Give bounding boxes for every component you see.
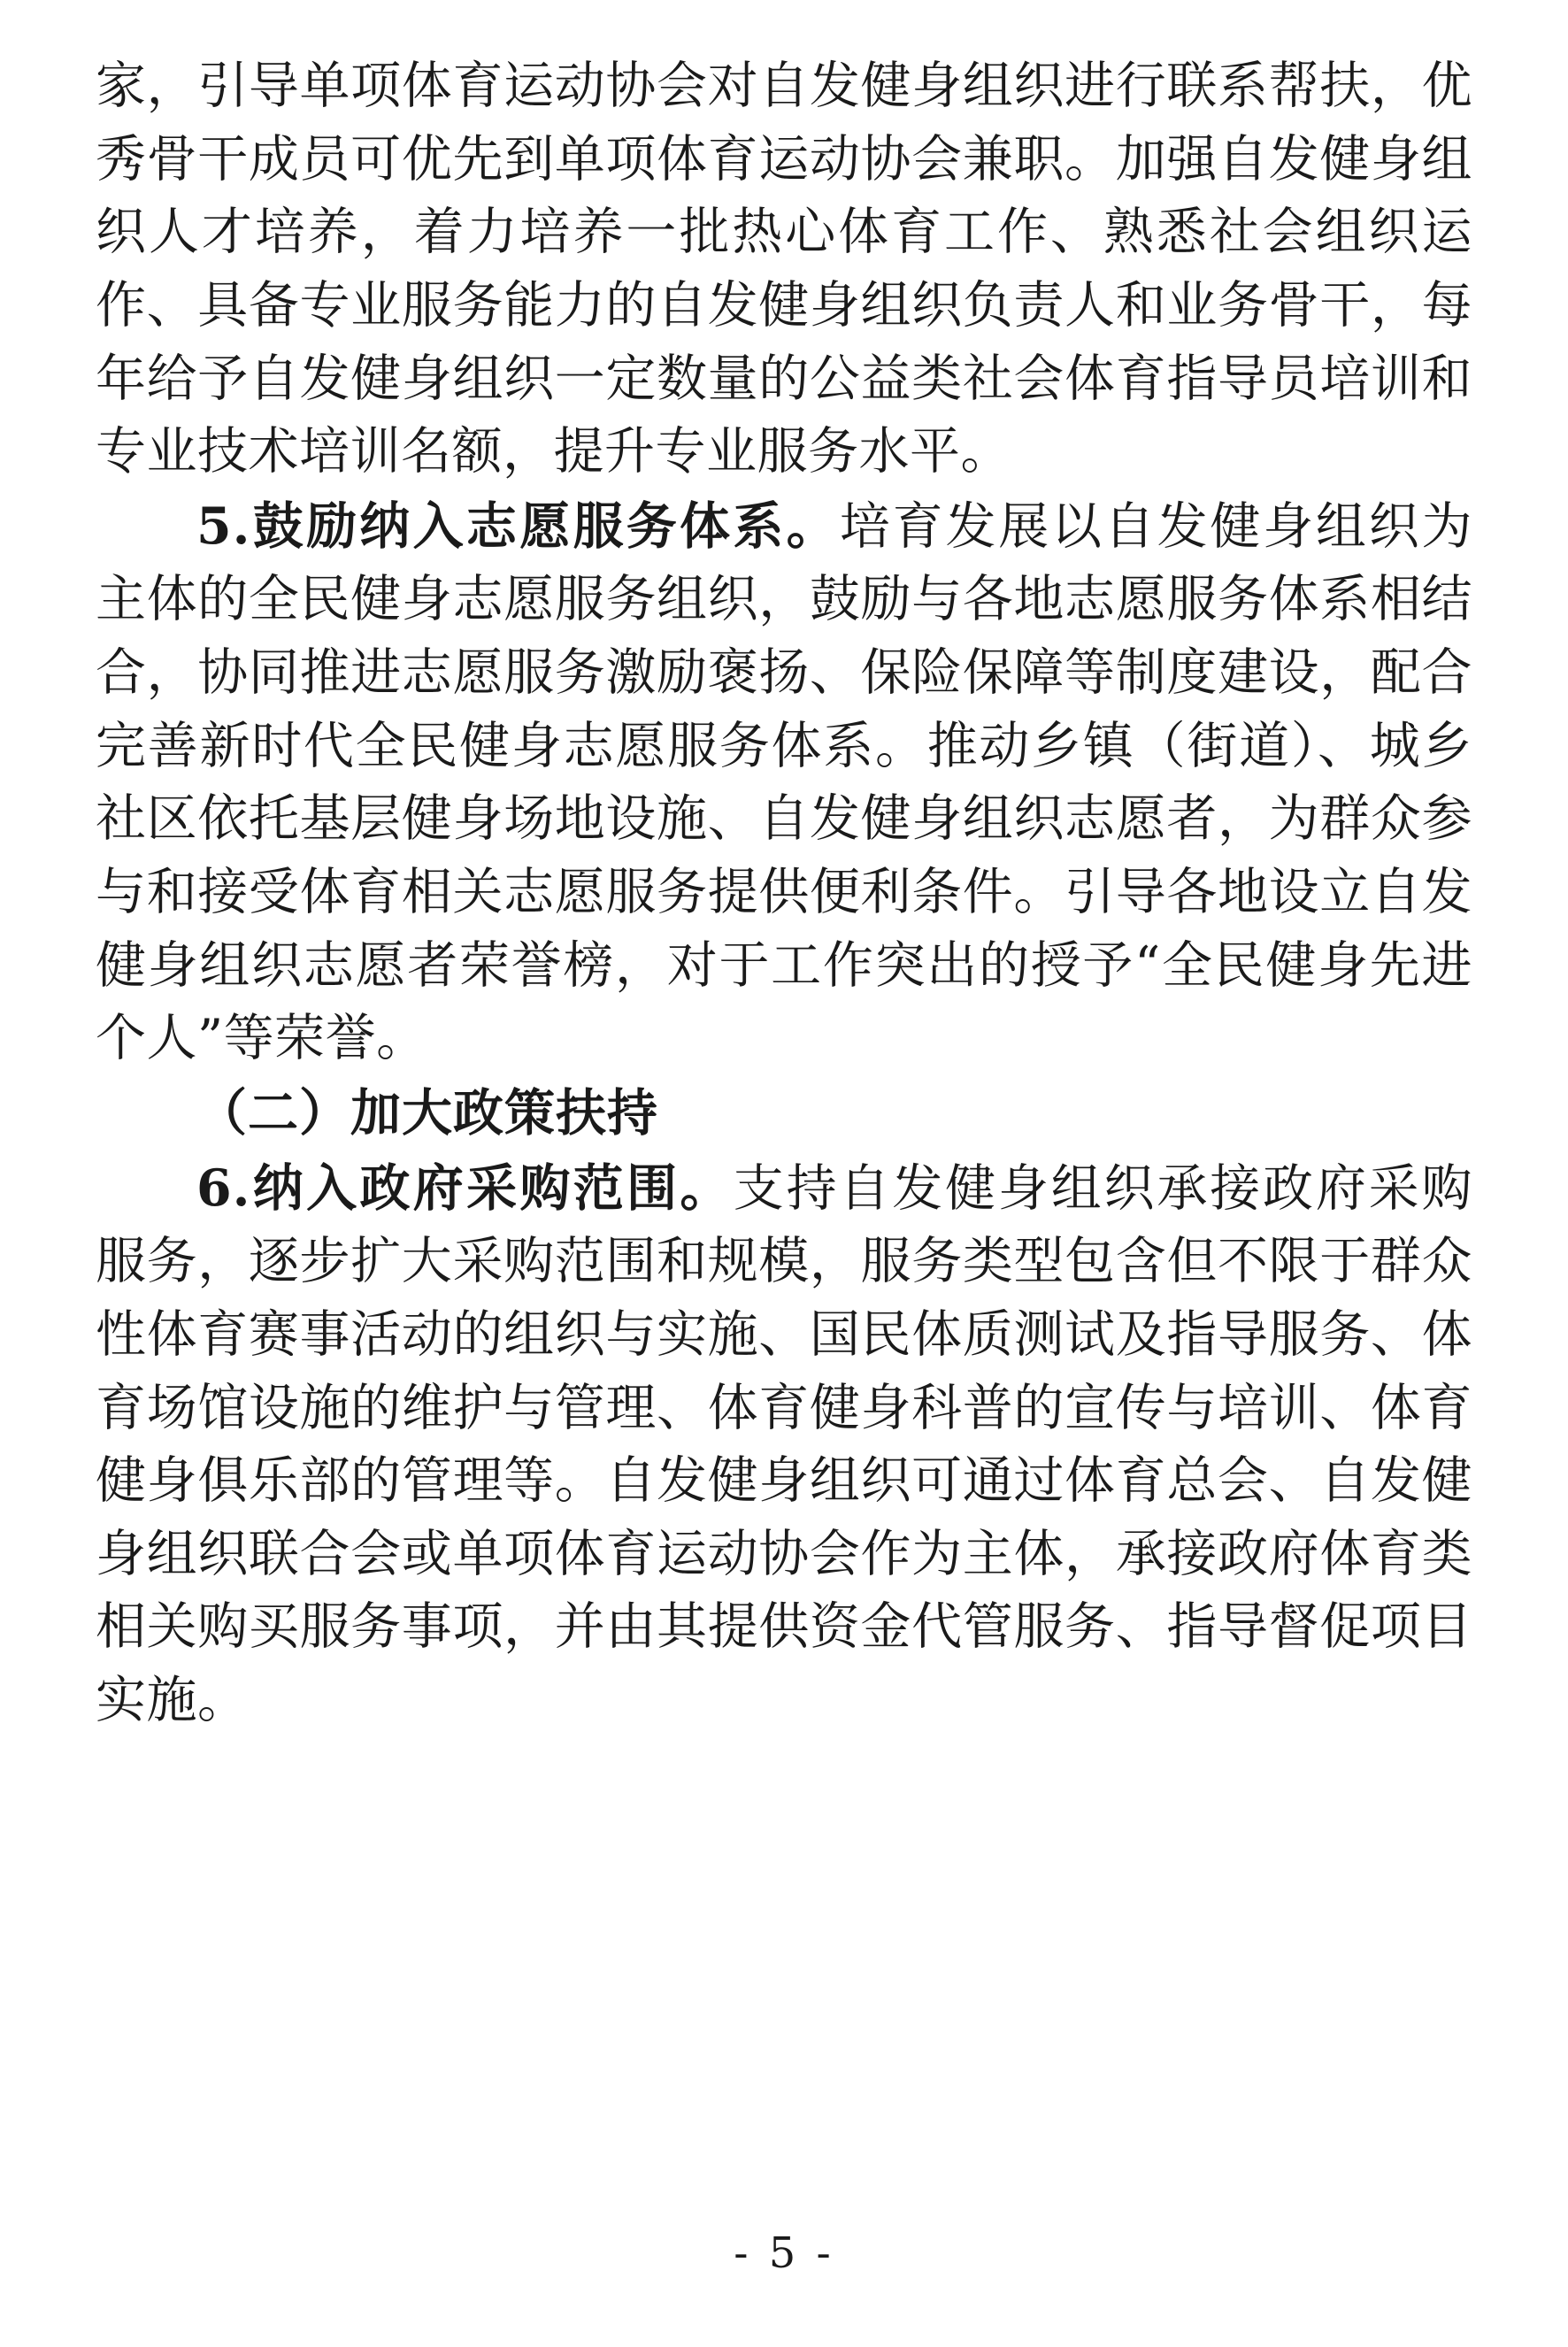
paragraph-text: 家，引导单项体育运动协会对自发健身组织进行联系帮扶，优秀骨干成员可优先到单项体育运动协会兼职。加强自发健身组织人才培养，着力培养一批热心体育工作、熟悉社会组织运作、具备专业服务能力的自发健身组织负责人和业务骨干，每年给予自发健身组织一定数量的公益类社会体育指导员培训和专业技术培训名额，提升专业服务水平。 (96, 57, 1472, 481)
section-heading-text: （二）加大政策扶持 (196, 1082, 658, 1143)
paragraph-item-5 (96, 490, 1472, 1075)
page-spacer (96, 1739, 1472, 2228)
paragraph-lead-label: 6.纳入政府采购范围。 (196, 1158, 734, 1218)
paragraph-item-6 (96, 1152, 1472, 1737)
paragraph-continued (96, 50, 1472, 489)
section-heading-2 (96, 1077, 1472, 1150)
page-number: - 5 - (734, 2228, 834, 2278)
paragraph-text: 支持自发健身组织承接政府采购服务，逐步扩大采购范围和规模，服务类型包含但不限于群众性体育赛事活动的组织与实施、国民体质测试及指导服务、体育场馆设施的维护与管理、体育健身科普的宣传与培训、体育健身俱乐部的管理等。自发健身组织可通过体育总会、自发健身组织联合会或单项体育运动协会作为主体，承接政府体育类相关购买服务事项，并由其提供资金代管服务、指导督促项目实施。 (96, 1158, 1472, 1730)
paragraph-text: 培育发展以自发健身组织为主体的全民健身志愿服务组织，鼓励与各地志愿服务体系相结合，协同推进志愿服务激励褒扬、保险保障等制度建设，配合完善新时代全民健身志愿服务体系。推动乡镇（街道）、城乡社区依托基层健身场地设施、自发健身组织志愿者，为群众参与和接受体育相关志愿服务提供便利条件。引导各地设立自发健身组织志愿者荣誉榜，对于工作突出的授予“全民健身先进个人”等荣誉。 (96, 496, 1472, 1068)
paragraph-lead-label: 5.鼓励纳入志愿服务体系。 (196, 496, 840, 556)
